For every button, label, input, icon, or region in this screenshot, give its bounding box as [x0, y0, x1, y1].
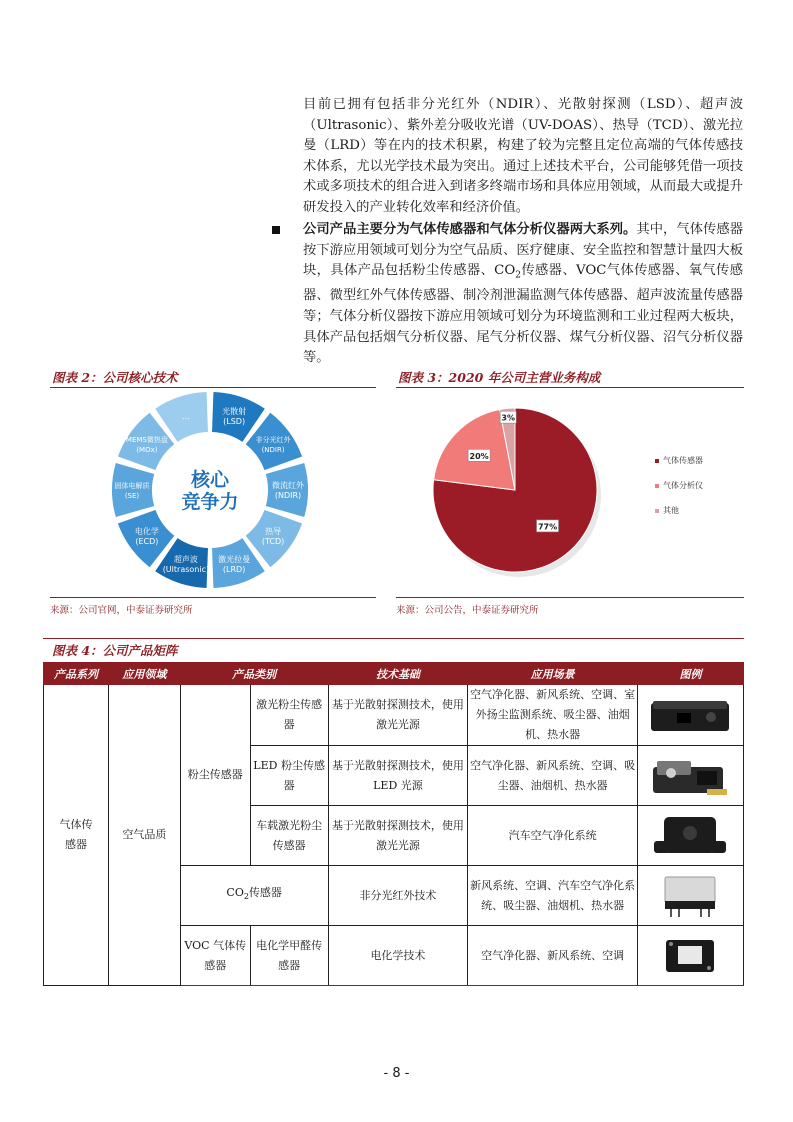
- cell-series: 气体传感器: [44, 685, 109, 986]
- wheel-center-label: 竞争力: [181, 491, 239, 513]
- product-matrix-table: [43, 662, 744, 986]
- cell-tech: 基于光散射探测技术，使用激光光源: [328, 685, 468, 746]
- wheel-segment: [112, 463, 154, 517]
- pie-value-label: 77%: [537, 522, 558, 532]
- cell-image: [637, 926, 743, 986]
- figure-3-title: 图表 3：2020 年公司主营业务构成: [396, 368, 744, 388]
- cell-scene: 空气净化器、新风系统、空调: [468, 926, 638, 986]
- co2-sensor-image: [655, 871, 725, 921]
- wheel-segment-label: 激光拉曼: [218, 555, 251, 565]
- cell-image: [637, 746, 743, 806]
- wheel-segment-label: (LSD): [223, 416, 246, 426]
- cell-tech: 非分光红外技术: [328, 866, 468, 926]
- header-category: 产品类别: [180, 663, 328, 685]
- figure-2-source: 来源：公司官网，中泰证券研究所: [50, 605, 193, 616]
- formaldehyde-sensor-image: [660, 934, 720, 978]
- bullet-square-icon: [272, 226, 280, 234]
- wheel-segment-label: …: [181, 411, 190, 421]
- wheel-center-label: 核心: [190, 469, 230, 491]
- laser-dust-sensor-image: [647, 695, 733, 735]
- table-row: [44, 685, 744, 746]
- cell-name: 电化学甲醛传感器: [250, 926, 328, 986]
- legend-swatch-gas-sensor: [655, 459, 659, 463]
- wheel-segment: [266, 463, 308, 517]
- pie-value-label: 3%: [501, 413, 516, 423]
- legend-swatch-other: [655, 509, 659, 513]
- cell-voc-group: VOC 气体传感器: [180, 926, 250, 986]
- cell-scene: 空气净化器、新风系统、空调、吸尘器、油烟机、热水器: [468, 746, 638, 806]
- wheel-segment-label: MEMS微热盘: [125, 436, 168, 445]
- figure-3-source: 来源：公司公告，中泰证券研究所: [396, 605, 539, 616]
- legend-item-gas-sensor: [655, 455, 703, 466]
- cell-co2-name: [180, 866, 328, 926]
- core-tech-wheel: [100, 390, 320, 590]
- header-image: 图例: [637, 663, 743, 685]
- wheel-segment-label: 超声波: [173, 555, 198, 565]
- legend-swatch-gas-analyzer: [655, 484, 659, 488]
- header-scene: 应用场景: [468, 663, 638, 685]
- cell-name: LED 粉尘传感器: [250, 746, 328, 806]
- table-header-row: [44, 663, 744, 685]
- legend-label-other: 其他: [663, 506, 679, 515]
- cell-scene: 新风系统、空调、汽车空气净化系统、吸尘器、油烟机、热水器: [468, 866, 638, 926]
- cell-scene: 汽车空气净化系统: [468, 806, 638, 866]
- wheel-segment-label: (NDIR): [261, 446, 285, 455]
- wheel-segment-label: 固体电解质: [114, 482, 150, 490]
- header-tech: 技术基础: [328, 663, 468, 685]
- wheel-segment-label: (ECD): [135, 536, 159, 546]
- header-series: 产品系列: [44, 663, 109, 685]
- co2-sub: 2: [243, 892, 249, 902]
- cell-scene: 空气净化器、新风系统、空调、室外扬尘监测系统、吸尘器、油烟机、热水器: [468, 685, 638, 746]
- cell-image: [637, 866, 743, 926]
- source-divider-2: [50, 597, 376, 598]
- cell-name: 车载激光粉尘传感器: [250, 806, 328, 866]
- legend-item-other: [655, 505, 679, 516]
- para2-sub: 2: [515, 270, 521, 281]
- figure-2-title: 图表 2：公司核心技术: [50, 368, 376, 388]
- source-divider-3: [396, 597, 744, 598]
- wheel-segment-label: 电化学: [134, 526, 159, 536]
- cell-image: [637, 685, 743, 746]
- body-paragraph-1: 目前已拥有包括非分光红外（NDIR）、光散射探测（LSD）、超声波（Ultrasonic）、紫外差分吸收光谱（UV-DOAS）、热导（TCD）、激光拉曼（LRD）等在内的技术积累，构建了较为完整且定位高端的气体传感技术体系，尤以光学技术最为突出。通过上述技术平台，公司能够凭借一项技术或多项技术的组合进入到诸多终端市场和具体应用领域，从而最大或提升研发投入的产业转化效率和经济价值。: [303, 97, 743, 215]
- para2-pre: 其中，气体传感器按下游应用领域可划分为空气品质、医疗健康、安全监控和智慧计量四大板块，具体产品包括粉尘传感器、CO: [303, 222, 744, 279]
- body-paragraph-2: [303, 220, 743, 369]
- para2-bold: 公司产品主要分为气体传感器和气体分析仪器两大系列。: [303, 222, 637, 237]
- wheel-segment-label: 非分光红外: [255, 436, 291, 445]
- wheel-segment-label: (NDIR): [274, 491, 302, 500]
- wheel-segment-label: 光散射: [222, 406, 247, 416]
- cell-tech: 基于光散射探测技术，使用 LED 光源: [328, 746, 468, 806]
- figure-4-top-rule: [43, 638, 744, 639]
- cell-name: 激光粉尘传感器: [250, 685, 328, 746]
- wheel-segment-label: (LRD): [222, 565, 246, 575]
- cell-dust-group: 粉尘传感器: [180, 685, 250, 866]
- vehicle-dust-sensor-image: [650, 811, 730, 861]
- revenue-pie-chart: [420, 395, 730, 595]
- wheel-segment-label: (MOx): [136, 446, 158, 455]
- wheel-segment-label: (Ultrasonic): [162, 565, 210, 575]
- led-dust-sensor-image: [647, 753, 733, 799]
- figure-4-title: 图表 4：公司产品矩阵: [52, 643, 178, 658]
- legend-item-gas-analyzer: [655, 480, 703, 491]
- cell-tech: 电化学技术: [328, 926, 468, 986]
- legend-label-gas-analyzer: 气体分析仪: [663, 481, 703, 490]
- header-field: 应用领域: [108, 663, 180, 685]
- legend-label-gas-sensor: 气体传感器: [663, 456, 703, 465]
- wheel-segment-label: 热导: [265, 526, 282, 536]
- page-number: - 8 -: [383, 1066, 410, 1081]
- wheel-segment-label: (SE): [124, 492, 140, 500]
- cell-image: [637, 806, 743, 866]
- para2-post: 传感器、VOC气体传感器、氧气传感器、微型红外气体传感器、制冷剂泄漏监测气体传感器、超声波流量传感器等；气体分析仪器按下游应用领域可划分为环境监测和工业过程两大板块，具体产品包括烟气分析仪器、尾气分析仪器、煤气分析仪器、沼气分析仪器等。: [303, 263, 743, 366]
- cell-field: 空气品质: [108, 685, 180, 986]
- co2-post: 传感器: [248, 886, 282, 900]
- wheel-segment-label: (TCD): [261, 536, 285, 546]
- cell-tech: 基于光散射探测技术，使用激光光源: [328, 806, 468, 866]
- pie-value-label: 20%: [469, 451, 489, 461]
- co2-pre: CO: [226, 886, 244, 900]
- wheel-segment-label: 微流红外: [272, 481, 304, 490]
